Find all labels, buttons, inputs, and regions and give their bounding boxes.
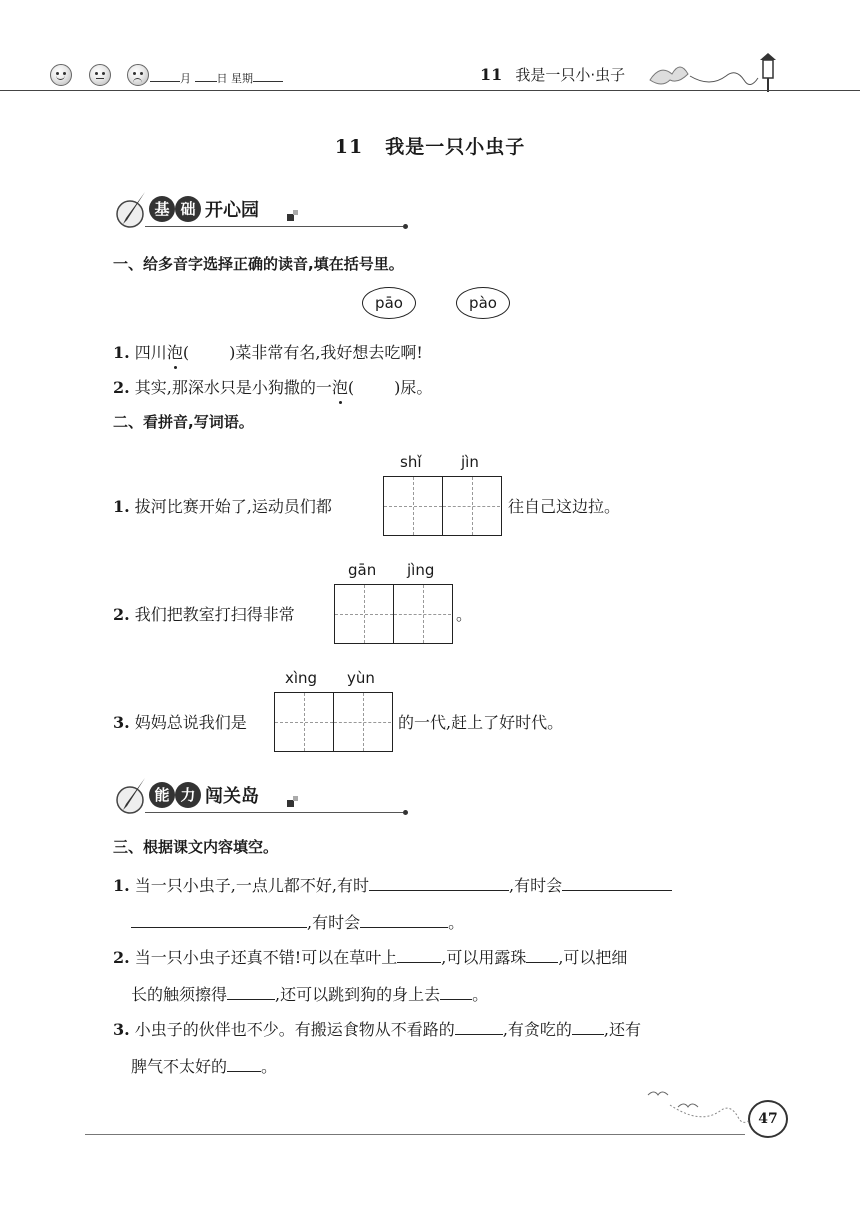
fill-blank[interactable]: [131, 911, 307, 928]
day-label: 日: [216, 72, 228, 85]
fill-blank[interactable]: [397, 946, 441, 963]
pinyin-jing: jìng: [407, 561, 435, 579]
polyphone-char: 泡: [167, 340, 183, 363]
q2-item-2: 2. 我们把教室打扫得非常: [113, 605, 295, 624]
paintbrush-icon: [115, 190, 149, 230]
title-number: 11: [334, 136, 364, 158]
fill-blank[interactable]: [455, 1018, 503, 1035]
writing-grid-1[interactable]: [383, 476, 502, 536]
butterfly-lamp-decoration-icon: [640, 50, 790, 95]
header-lesson-title: 我是一只小·虫子: [515, 66, 626, 84]
section2-label: 闯关岛: [205, 786, 259, 807]
smile-face-icon: [50, 64, 72, 86]
q2-item-1: 1. 拔河比赛开始了,运动员们都: [113, 497, 332, 516]
section-ability-header: [115, 776, 415, 818]
pinyin-shi: shǐ: [400, 453, 422, 471]
fill-blank[interactable]: [227, 983, 275, 1000]
option-pao4: pào: [456, 287, 510, 319]
q1-item-1: 1. 四川泡( )菜非常有名,我好想去吃啊!: [113, 340, 423, 363]
section1-rule-dot: [403, 224, 408, 229]
section-basic-header: [115, 190, 415, 232]
pinyin-gan: gān: [348, 561, 377, 579]
section2-pill-1: 能: [149, 782, 175, 808]
section1-pill-1: 基: [149, 196, 175, 222]
fill-blank[interactable]: [526, 946, 558, 963]
fill-blank[interactable]: [227, 1055, 261, 1072]
paintbrush-icon: [115, 776, 149, 816]
footer-rule: [85, 1134, 745, 1135]
q3-item-2-line2: 长的触须擦得 ,还可以跳到狗的身上去 。: [131, 985, 489, 1004]
section2-pill-2: 力: [175, 782, 201, 808]
birds-decoration-icon: [640, 1085, 750, 1130]
question3-heading: 三、根据课文内容填空。: [113, 838, 279, 856]
header-lesson: [480, 64, 625, 85]
polyphone-char: 泡: [332, 375, 348, 398]
writing-grid-3[interactable]: [274, 692, 393, 752]
weekday-blank[interactable]: [253, 81, 283, 82]
q2-item-2-after: 。: [456, 605, 473, 624]
option-pao1: pāo: [362, 287, 416, 319]
section2-rule-dot: [403, 810, 408, 815]
fill-blank[interactable]: [369, 874, 509, 891]
month-label: 月: [180, 72, 191, 85]
section2-rule: [145, 812, 403, 813]
q3-item-1-line1: 1. 当一只小虫子,一点儿都不好,有时 ,有时会: [113, 873, 672, 896]
header-lesson-number: 11: [480, 65, 503, 84]
pinyin-xing: xìng: [285, 669, 318, 687]
section1-rule: [145, 226, 403, 227]
writing-grid-2[interactable]: [334, 584, 453, 644]
q3-item-3-line1: 3. 小虫子的伙伴也不少。有搬运食物从不看路的 ,有贪吃的 ,还有: [113, 1020, 641, 1039]
pinyin-yun: yùn: [347, 669, 375, 687]
section1-pill-2: 础: [175, 196, 201, 222]
weekday-label: 星期: [231, 72, 253, 85]
date-fields: [150, 70, 283, 86]
pinyin-jin: jìn: [461, 453, 479, 471]
fill-blank[interactable]: [572, 1018, 604, 1035]
fill-blank[interactable]: [562, 874, 672, 891]
q3-item-3-line2: 脾气不太好的 。: [131, 1057, 278, 1076]
header-rule: [0, 90, 860, 91]
q1-item-2: 2. 其实,那深水只是小狗撒的一泡( )尿。: [113, 375, 432, 398]
q2-item-3-after: 的一代,赶上了好时代。: [398, 713, 564, 732]
q3-item-2-line1: 2. 当一只小虫子还真不错!可以在草叶上 ,可以用露珠 ,可以把细: [113, 948, 628, 967]
section1-label: 开心园: [205, 200, 259, 221]
neutral-face-icon: [89, 64, 111, 86]
month-blank[interactable]: [150, 81, 180, 82]
title-text: 我是一只小虫子: [385, 136, 526, 158]
day-blank[interactable]: [195, 81, 217, 82]
question1-heading: 一、给多音字选择正确的读音,填在括号里。: [113, 255, 404, 273]
q3-item-1-line2: ,有时会 。: [131, 910, 464, 933]
q2-item-1-after: 往自己这边拉。: [508, 497, 621, 516]
question2-heading: 二、看拼音,写词语。: [113, 413, 254, 431]
page-title: [0, 132, 860, 159]
page-number: 47: [748, 1100, 788, 1138]
sad-face-icon: [127, 64, 149, 86]
fill-blank[interactable]: [360, 911, 448, 928]
q2-item-3: 3. 妈妈总说我们是: [113, 713, 247, 732]
fill-blank[interactable]: [440, 983, 472, 1000]
